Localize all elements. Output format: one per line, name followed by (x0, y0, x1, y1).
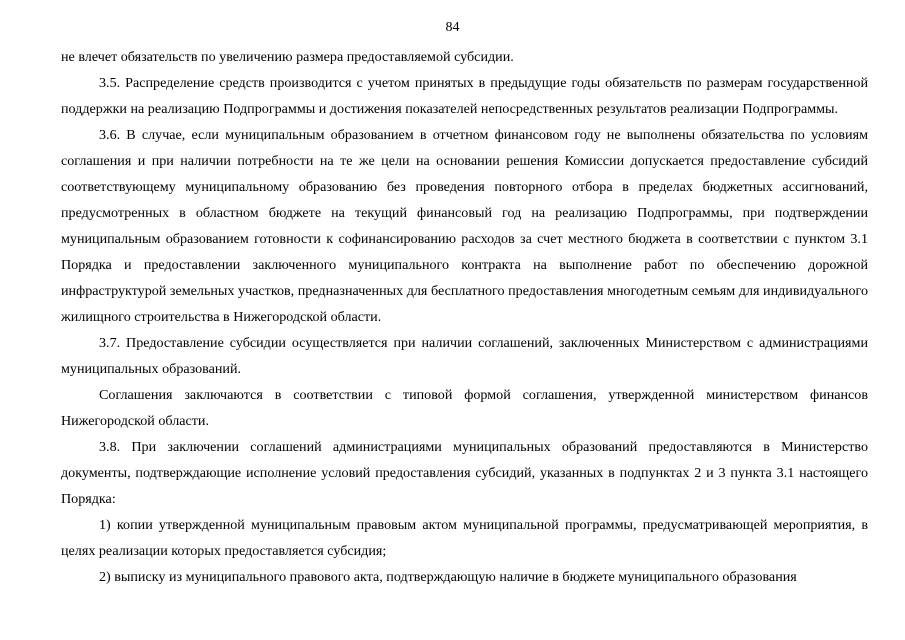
page-number: 84 (445, 20, 460, 35)
paragraph-agreements: Соглашения заключаются в соответствии с типовой формой соглашения, утвержденной министерством финансов Нижегородской области. (61, 387, 868, 429)
paragraph-3-5: 3.5. Распределение средств производится с учетом принятых в предыдущие годы обязательств по размерам государственной поддержки на реализацию Подпрограммы и достижения показателей непосредственных результатов реализации Подпрограммы. (61, 75, 868, 117)
list-item-1: 1) копии утвержденной муниципальным правовым актом муниципальной программы, предусматривающей мероприятия, в целях реализации которых предоставляется субсидия; (61, 517, 868, 559)
paragraph-3-7: 3.7. Предоставление субсидии осуществляется при наличии соглашений, заключенных Министерством с администрациями муниципальных образований. (61, 335, 868, 377)
paragraph-continuation: не влечет обязательств по увеличению размера предоставляемой субсидии. (61, 49, 514, 65)
paragraph-3-8: 3.8. При заключении соглашений администрациями муниципальных образований предоставляются в Министерство документы, подтверждающие исполнение условий предоставления субсидий, указанных в подпунктах 2 и 3 пункта 3.1 настоящего Порядка: (61, 439, 868, 507)
list-item-2: 2) выписку из муниципального правового акта, подтверждающую наличие в бюджете муниципального образования (99, 569, 797, 585)
paragraph-3-6: 3.6. В случае, если муниципальным образованием в отчетном финансовом году не выполнены обязательства по условиям соглашения и при наличии потребности на те же цели на основании решения Комиссии допускается предоставление субсидий соответствующему муниципальному образованию без проведения повторного отбора в пределах бюджетных ассигнований, предусмотренных в областном бюджете на текущий финансовый год на реализацию Подпрограммы, при подтверждении муниципальным образованием готовности к софинансированию расходов за счет местного бюджета в соответствии с пунктом 3.1 Порядка и предоставлении заключенного муниципального контракта на выполнение работ по обеспечению дорожной инфраструктурой земельных участков, предназначенных для бесплатного предоставления многодетным семьям для индивидуального жилищного строительства в Нижегородской области. (61, 127, 868, 325)
document-body (61, 44, 868, 590)
